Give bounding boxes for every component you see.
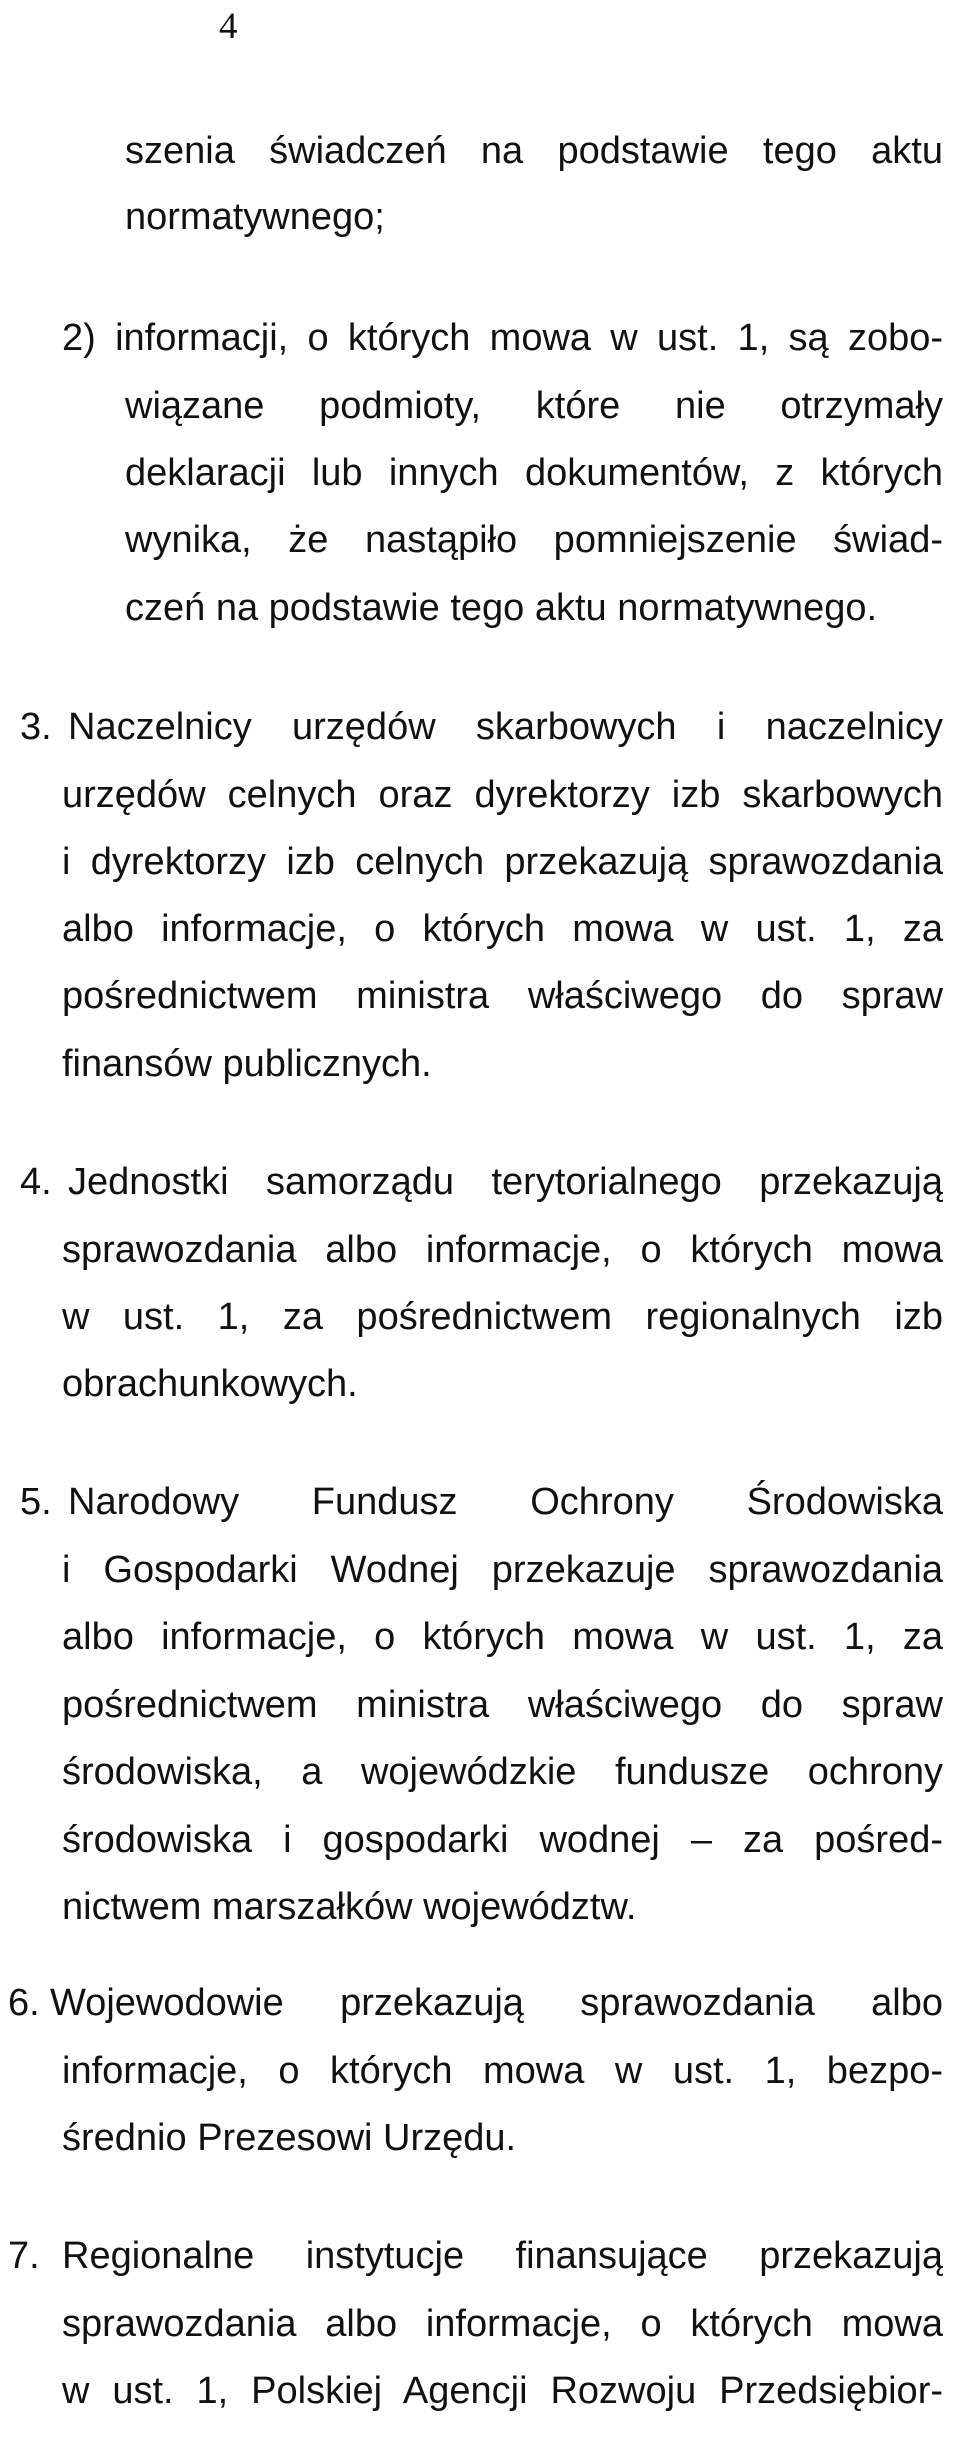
section-5-line-6: środowiska i gospodarki wodnej – za pośred- <box>62 1819 943 1861</box>
section-5-line-5: środowiska, a wojewódzkie fundusze ochrony <box>62 1751 943 1793</box>
section-3-line-5: pośrednictwem ministra właściwego do spraw <box>62 975 943 1017</box>
section-4-line-2: sprawozdania albo informacje, o których mowa <box>62 1229 943 1271</box>
section-3-line-6: finansów publicznych. <box>62 1043 432 1085</box>
item2-line-3: deklaracji lub innych dokumentów, z których <box>125 452 943 494</box>
section-5-line-2: i Gospodarki Wodnej przekazuje sprawozdania <box>62 1549 943 1591</box>
section-3-number: 3. <box>20 706 52 748</box>
section-6-number: 6. <box>8 1982 40 2024</box>
section-6-line-2: informacje, o których mowa w ust. 1, bezpo- <box>62 2050 943 2092</box>
section-3-line-2: urzędów celnych oraz dyrektorzy izb skarbowych <box>62 774 943 816</box>
section-6-line-1: Wojewodowie przekazują sprawozdania albo <box>50 1982 943 2024</box>
item2-cont-line-2: normatywnego; <box>125 196 385 238</box>
section-4-line-1: Jednostki samorządu terytorialnego przekazują <box>68 1161 943 1203</box>
section-7-line-3: w ust. 1, Polskiej Agencji Rozwoju Przedsiębior- <box>62 2370 943 2412</box>
item2-cont-line-1: szenia świadczeń na podstawie tego aktu <box>125 130 943 172</box>
section-7-line-2: sprawozdania albo informacje, o których mowa <box>62 2303 943 2345</box>
section-6-line-3: średnio Prezesowi Urzędu. <box>62 2117 517 2159</box>
page-number: 4 <box>219 6 238 47</box>
section-3-line-3: i dyrektorzy izb celnych przekazują sprawozdania <box>62 841 943 883</box>
item2-line-5: czeń na podstawie tego aktu normatywnego. <box>125 587 878 629</box>
section-5-line-4: pośrednictwem ministra właściwego do spraw <box>62 1684 943 1726</box>
section-5-line-7: nictwem marszałków województw. <box>62 1886 637 1928</box>
section-7-line-1: Regionalne instytucje finansujące przekazują <box>62 2235 943 2277</box>
item2-line-1: 2) informacji, o których mowa w ust. 1, są zobo- <box>62 317 943 359</box>
item2-line-4: wynika, że nastąpiło pomniejszenie świad- <box>125 519 943 561</box>
section-4-line-3: w ust. 1, za pośrednictwem regionalnych izb <box>62 1296 943 1338</box>
section-5-number: 5. <box>20 1481 52 1523</box>
section-4-line-4: obrachunkowych. <box>62 1363 358 1405</box>
section-3-line-1: Naczelnicy urzędów skarbowych i naczelnicy <box>68 706 943 748</box>
section-3-line-4: albo informacje, o których mowa w ust. 1, za <box>62 908 943 950</box>
section-7-number: 7. <box>8 2235 40 2277</box>
section-4-number: 4. <box>20 1161 52 1203</box>
item2-line-2: wiązane podmioty, które nie otrzymały <box>125 385 943 427</box>
section-5-line-1: Narodowy Fundusz Ochrony Środowiska <box>68 1481 943 1523</box>
section-5-line-3: albo informacje, o których mowa w ust. 1, za <box>62 1616 943 1658</box>
